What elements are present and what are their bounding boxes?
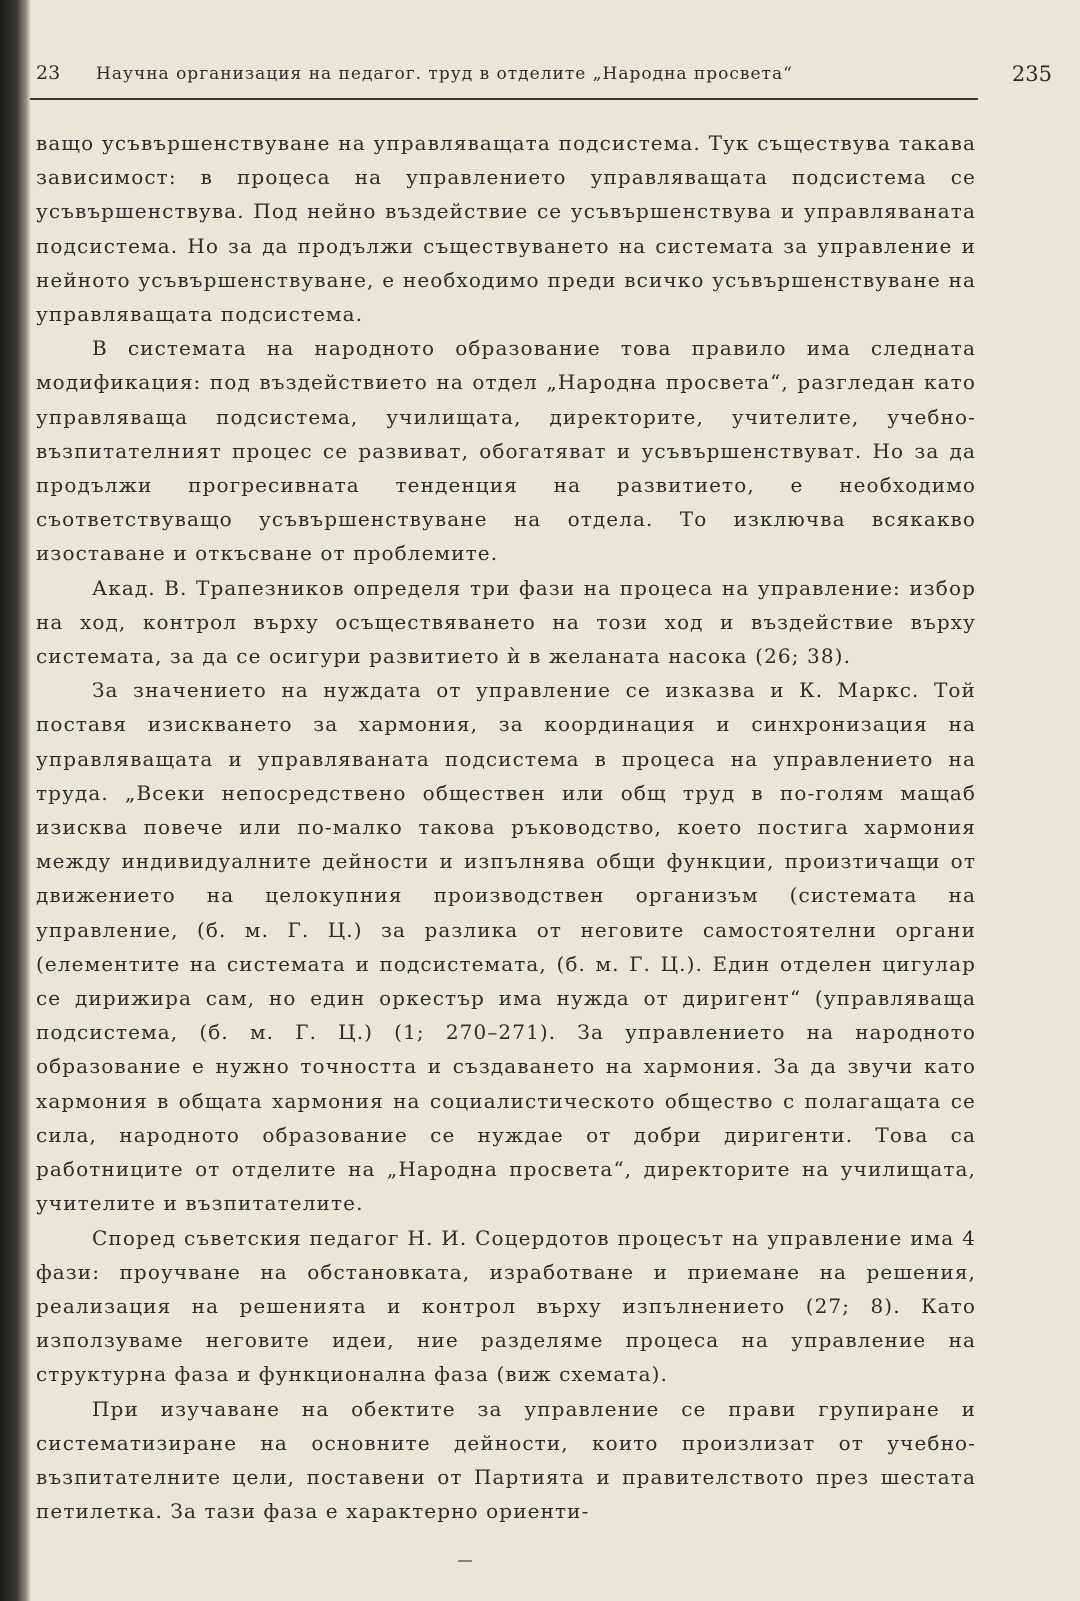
page-smudge-mark — [458, 1560, 472, 1562]
body-text — [36, 126, 976, 1528]
paragraph-6: При изучаване на обектите за управление се прави групиране и систематизиране на основните дейности, които произлизат от учебно-възпитателните цели, поставени от Партията и правителството през шестата петилетка. За тази фаза е характерно ориенти- — [36, 1396, 976, 1524]
running-title: Научна организация на педагог. труд в отделите „Народна просвета“ — [96, 64, 793, 84]
paragraph-2: В системата на народното образование това правило има следната модификация: под въздействието на отдел „Народна просвета“, разгледан като управляваща подсистема, училищата, директорите, учителите, учебно-възпитателният процес се развиват, обогатяват и усъвършенствуват. Но за да продължи прогресивната тенденция на развитието, е необходимо съответствуващо усъвършенствуване на отдела. То изключва всякакво изоставане и откъсване от проблемите. — [36, 336, 976, 566]
section-number: 23 — [36, 62, 61, 84]
paragraph-4: За значението на нуждата от управление се изказва и К. Маркс. Той поставя изискването за хармония, за координация и синхронизация на управляващата и управляваната подсистема в процеса на управлението на труда. „Всеки непосредствено обществен или общ труд в по-голям мащаб изисква повече или по-малко такова ръководство, което постига хармония между индивидуалните дейности и изпълнява общи функции, произтичащи от движението на целокупния производствен организъм (системата на управление, (б. м. Г. Ц.) за разлика от неговите самостоятелни органи (елементите на системата и подсистемата, (б. м. Г. Ц.). Един отделен цигулар се дирижира сам, но един оркестър има нужда от диригент“ (управляваща подсистема, (б. м. Г. Ц.) (1; 270–271). За управлението на народното образование е нужно точността и създаването на хармония. За да звучи като хармония в общата хармония на социалистическото общество с полагащата се сила, народното образование се нуждае от добри диригенти. Това са работниците от отделите на „Народна просвета“, директорите на училищата, учителите и възпитателите. — [36, 678, 976, 1216]
paragraph-1: ващо усъвършенствуване на управляващата подсистема. Тук съществува такава зависимост: в процеса на управлението управляващата подсистема се усъвършенствува. Под нейно въздействие се усъвършенствува и управляваната подсистема. Но за да продължи съществуването на системата за управление и нейното усъвършенствуване, е необходимо преди всичко усъвършенствуване на управляващата подсистема. — [36, 131, 976, 327]
running-header — [36, 62, 1052, 96]
book-binding-edge — [0, 0, 30, 1601]
book-page — [30, 0, 1080, 1601]
paragraph-5: Според съветския педагог Н. И. Соцердотов процесът на управление има 4 фази: проучване на обстановката, изработване и приемане на решения, реализация на решенията и контрол върху изпълнението (27; 8). Като използуваме неговите идеи, ние разделяме процеса на управление на структурна фаза и функционална фаза (виж схемата). — [36, 1225, 976, 1387]
page-number: 235 — [1011, 62, 1052, 86]
paragraph-3: Акад. В. Трапезников определя три фази на процеса на управление: избор на ход, контрол върху осъществяването на този ход и въздействие върху системата, за да се осигури развитието ѝ в желаната насока (26; 38). — [36, 575, 976, 669]
header-rule — [30, 98, 978, 100]
